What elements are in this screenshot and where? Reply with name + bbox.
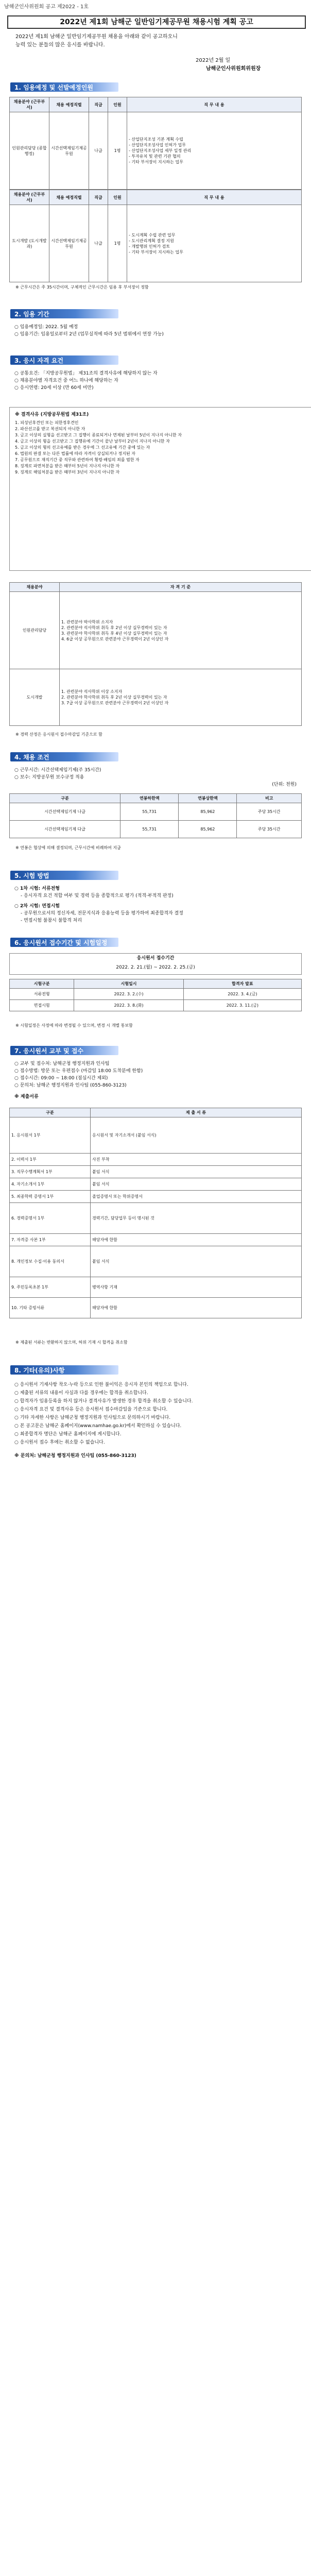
req-note: ※ 경력 산정은 응시원서 접수마감일 기준으로 함: [15, 732, 102, 737]
cell-series: 시간선택제임기제공무원: [49, 112, 89, 190]
section-5-title: 5. 시험 방법: [10, 871, 118, 880]
cell-grade: 나급: [89, 112, 108, 190]
cell-series-2: 시간선택제임기제공무원: [49, 205, 89, 282]
th-series: 채용 예정직렬: [49, 97, 89, 112]
salary-note: ※ 연봉은 협상에 의해 결정되며, 근무시간에 비례하여 지급: [15, 845, 121, 850]
cell-field: 인원관리담당 (종합행정): [10, 112, 49, 190]
cell-count: 1명: [108, 112, 127, 190]
notice-number: 남해군인사위원회 공고 제2022 - 1호: [4, 4, 89, 10]
schedule-table: 시험구분 시험일시 합격자 발표 서류전형 2022. 3. 2.(수) 2022. 3. 4.(금) 면접시험 2022. 3. 8.(화) 2022. 3. 11.(금): [9, 979, 302, 1011]
recruitment-table-2: 채용분야 (근무부서) 채용 예정직렬 직급 인원 직 무 내 용 도시개발 (도시개발과) 시간선택제임기제공무원 나급 1명 - 도시계획 수립 관련 업무 - 도시관리계획 결정 지원 - 개발행위 인허가 검토 - 기타 부서장이 지시하는 업무: [9, 190, 302, 282]
notice-date: 2022년 2월 일: [196, 58, 231, 63]
apply-list: ○ 교부 및 접수처: 남해군청 행정지원과 인사팀 ○ 접수방법: 방문 또는 우편접수 (마감일 18:00 도착분에 한함) ○ 접수시간: 09:00 ~ 18:00 (점심시간 제외) ○ 문의처: 남해군 행정지원과 인사팀 (055-860-3123) ※ 제출서류: [14, 1061, 143, 1099]
application-period-box: 응시원서 접수기간 2022. 2. 21.(월) ~ 2022. 2. 25.(금): [9, 953, 302, 975]
qualification-list: ○ 공통요건: 「지방공무원법」 제31조의 결격사유에 해당하지 않는 자 ○ 채용분야별 자격요건 중 어느 하나에 해당하는 자 ○ 응시연령: 20세 이상 (만 60세 미만): [14, 371, 158, 391]
documents-note: ※ 제출된 서류는 반환하지 않으며, 허위 기재 시 합격을 취소함: [15, 1340, 128, 1345]
etc-list: ○ 응시원서 기재사항 착오·누락 등으로 인한 불이익은 응시자 본인의 책임으로 합니다. ○ 제출된 서류의 내용이 사실과 다를 경우에는 합격을 취소합니다. ○ 합격자가 임용등록을 하지 않거나 결격사유가 발생한 경우 합격을 취소할 수 있습니다. ○ 응시자격 요건 및 결격사유 등은 응시원서 접수마감일을 기준으로 합니다. ○ 기타 자세한 사항은 남해군청 행정지원과 인사팀으로 문의하시기 바랍니다. ○ 본 공고문은 남해군 홈페이지(www.namhae.go.kr)에서 확인하실 수 있습니다. ○ 최종합격자 명단은 남해군 홈페이지에 게시합니다. ○ 응시원서 접수 후에는 취소할 수 없습니다. ※ 문의처: 남해군청 행정지원과 인사팀 (055-860-3123): [14, 1382, 193, 1459]
cell-grade-2: 나급: [89, 205, 108, 282]
section-8-title: 8. 기타(유의)사항: [10, 1365, 118, 1375]
disqualification-box: ※ 결격사유 (지방공무원법 제31조) 1. 피성년후견인 또는 피한정후견인 2. 파산선고를 받고 복권되지 아니한 자 3. 금고 이상의 실형을 선고받고 그 집행이 종료되거나 면제된 날부터 5년이 지나지 아니한 자 4. 금고 이상의 형을 선고받고 그 집행유예 기간이 끝난 날부터 2년이 지나지 아니한 자 5. 금고 이상의 형의 선고유예를 받은 경우에 그 선고유예 기간 중에 있는 자 6. 법원의 판결 또는 다른 법률에 따라 자격이 상실되거나 정지된 자 7. 공무원으로 재직기간 중 직무와 관련하여 횡령·배임의 죄를 범한 자 8. 징계로 파면처분을 받은 때부터 5년이 지나지 아니한 자 9. 징계로 해임처분을 받은 때부터 3년이 지나지 아니한 자: [9, 407, 311, 571]
table-footnote: ※ 근무시간은 주 35시간이며, 구체적인 근무시간은 임용 후 부서장이 정함: [15, 285, 149, 290]
th-count: 인원: [108, 97, 127, 112]
page-title: 2022년 제1회 남해군 일반임기제공무원 채용시험 계획 공고: [7, 15, 306, 29]
conditions-list: ○ 근무시간: 시간선택제임기제(주 35시간) ○ 보수: 지방공무원 보수규정 적용 (단위: 천원): [14, 768, 297, 787]
requirements-table: 채용분야 자 격 기 준 인원관리담당 1. 관련분야 박사학위 소지자 2. 관련분야 석사학위 취득 후 2년 이상 실무경력이 있는 자 3. 관련분야 학사학위 취득 후 4년 이상 실무경력이 있는 자 4. 6급 이상 공무원으로 관련분야 근무경력이 2년 이상인 자 도시개발 1. 관련분야 석사학위 이상 소지자 2. 관련분야 학사학위 취득 후 2년 이상 실무경력이 있는 자 3. 7급 이상 공무원으로 관련분야 근무경력이 2년 이상인 자: [9, 582, 302, 726]
term-list: ○ 임용예정일: 2022. 5월 예정 ○ 임용기간: 임용일로부터 2년 (업무실적에 따라 5년 범위에서 연장 가능): [14, 325, 164, 337]
issuer: 남해군인사위원회위원장: [206, 66, 261, 72]
cell-duties: - 산업단지조성 기본 계획 수립 - 산업단지조성사업 인허가 업무 - 산업단지조성사업 세부 일정 관리 - 투자유치 및 관련 기관 협의 - 기타 부서장이 지시하는 업무: [127, 112, 302, 190]
section-1-title: 1. 임용예정 및 선발예정인원: [10, 82, 118, 92]
cell-field-2: 도시개발 (도시개발과): [10, 205, 49, 282]
documents-table: 구분 제 출 서 류 1. 응시원서 1부 응시원서 및 자기소개서 (붙임 서식) 2. 이력서 1부 사진 부착 3. 직무수행계획서 1부 붙임 서식 4. 자기소개서 1부 붙임 서식 5. 최종학력 증명서 1부 졸업증명서 또는 학위증명서 6. 경력증명서 1부 경력기간, 담당업무 등이 명시된 것 7. 자격증 사본 1부 해당자에 한함 8. 개인정보 수집·이용 동의서 붙임 서식 9. 주민등록초본 1부 병역사항 기재 10. 기타 증빙서류 해당자에 한함: [9, 1108, 302, 1318]
th-duties: 직 무 내 용: [127, 97, 302, 112]
cell-count-2: 1명: [108, 205, 127, 282]
schedule-note: ※ 시험일정은 사정에 따라 변경될 수 있으며, 변경 시 개별 통보함: [15, 1023, 133, 1028]
intro-line-2: 능력 있는 분들의 많은 응시를 바랍니다.: [15, 42, 105, 48]
intro-text: [15, 33, 299, 49]
th-field: 채용분야 (근무부서): [10, 97, 49, 112]
salary-table: 구분 연봉하한액 연봉상한액 비고 시간선택제임기제 나급 55,731 85,962 주당 35시간 시간선택제임기제 다급 55,731 85,962 주당 35시간: [9, 793, 302, 838]
th-grade: 직급: [89, 97, 108, 112]
cell-duties-2: - 도시계획 수립 관련 업무 - 도시관리계획 결정 지원 - 개발행위 인허가 검토 - 기타 부서장이 지시하는 업무: [127, 205, 302, 282]
recruitment-table: [9, 97, 302, 190]
section-6-title: 6. 응시원서 접수기간 및 시험일정: [10, 938, 118, 947]
section-3-title: 3. 응시 자격 요건: [10, 355, 118, 365]
section-2-title: 2. 임용 기간: [10, 309, 118, 318]
section-4-title: 4. 채용 조건: [10, 752, 118, 761]
intro-line-1: 2022년 제1회 남해군 일반임기제공무원 채용을 아래와 같이 공고하오니: [15, 34, 178, 40]
exam-list: ○ 1차 시험: 서류전형 - 응시자격 요건 적합 여부 및 경력 등을 종합적으로 평가 (적격·부적격 판정) ○ 2차 시험: 면접시험 - 공무원으로서의 정신자세, 전문지식과 응용능력 등을 평가하여 최종합격자 결정 - 면접시험 불참시 불합격 처리: [14, 886, 183, 923]
section-7-title: 7. 응시원서 교부 및 접수: [10, 1046, 118, 1055]
